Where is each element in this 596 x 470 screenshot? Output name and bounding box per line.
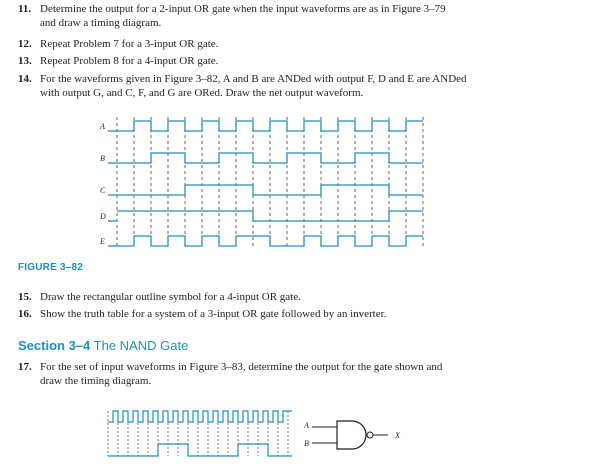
- gate-output-label-x: X: [395, 431, 400, 440]
- problem-text: For the waveforms given in Figure 3–82, A and B are ANDed with output F, D and E are ANDed: [40, 73, 467, 85]
- waveform-a: [108, 411, 292, 422]
- inversion-bubble: [367, 432, 373, 438]
- signal-label-e: E: [100, 237, 105, 246]
- problem-text: Repeat Problem 7 for a 3-input OR gate.: [40, 38, 219, 50]
- problem-number: 13.: [18, 55, 32, 67]
- problem-text-cont: draw the timing diagram.: [40, 375, 152, 387]
- signal-label-b: B: [100, 154, 105, 163]
- timing-diagram-3-83: [108, 411, 292, 456]
- problem-number: 15.: [18, 291, 32, 303]
- gate-input-label-b: B: [304, 439, 309, 448]
- waveform-b: [108, 444, 292, 456]
- problem-text: Repeat Problem 8 for a 4-input OR gate.: [40, 55, 219, 67]
- waveform-a: [117, 121, 423, 131]
- section-title: The NAND Gate: [93, 338, 189, 353]
- section-number: Section 3–4: [18, 338, 91, 353]
- problem-number: 16.: [18, 308, 32, 320]
- gate-body: [337, 421, 366, 449]
- timing-diagram-3-82: [99, 117, 423, 247]
- signal-label-c: C: [100, 186, 106, 195]
- problem-number: 11.: [18, 3, 32, 15]
- figure-caption: FIGURE 3–82: [18, 262, 84, 273]
- signal-label-d: D: [100, 212, 106, 221]
- nand-gate-symbol: [303, 421, 401, 449]
- signal-label-a: A: [100, 122, 105, 131]
- problem-text: For the set of input waveforms in Figure 3–83, determine the output for the gate shown and: [40, 361, 443, 373]
- problem-text: Show the truth table for a system of a 3-input OR gate followed by an inverter.: [40, 308, 387, 320]
- problem-text-cont: with output G, and C, F, and G are ORed. Draw the net output waveform.: [40, 87, 364, 99]
- problem-number: 14.: [18, 73, 32, 85]
- waveform-e: [117, 236, 423, 246]
- problem-text-cont: and draw a timing diagram.: [40, 17, 162, 29]
- problem-text: Determine the output for a 2-input OR gate when the input waveforms are as in Figure 3–79: [40, 3, 446, 15]
- problem-text: Draw the rectangular outline symbol for a 4-input OR gate.: [40, 291, 301, 303]
- gate-input-label-a: A: [304, 421, 309, 430]
- problem-number: 12.: [18, 38, 32, 50]
- problem-number: 17.: [18, 361, 32, 373]
